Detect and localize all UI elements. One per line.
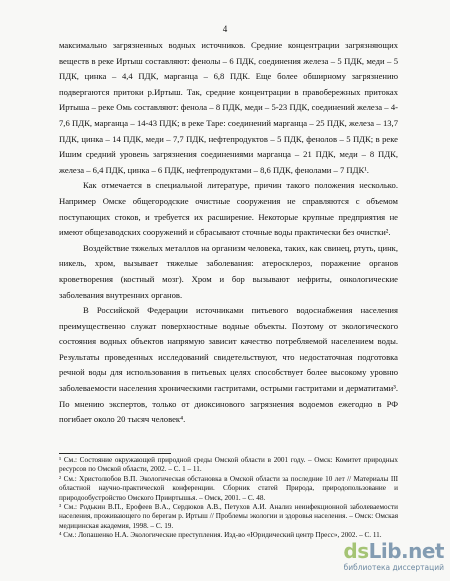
paragraph: Как отмечается в специальной литературе, причин такого положения несколько. Например Омске общегородские очистные сооружения не справляются с объемом поступающих стоков, и требуется их расширение. Некоторые крупные предприятия не имеют общезаводских сооружений и сбрасывают сточные воды практически без очистки². [59, 180, 398, 238]
paragraph: максимально загрязненных водных источников. Средние концентрации загрязняющих веществ в реке Иртыш составляют: фенолы – 6 ПДК, соединения железа – 5 ПДК, меди – 5 ПДК, цинка – 4,4 ПДК, марганца – 6,8 ПДК. Еще более обширному загрязнению подвергаются притоки р.Иртыш. Так, средние концентрации в правобережных притоках Иртыша – реке Омь составляют: фенола – 8 ПДК, меди – 5-23 ПДК, соединений железа – 4-7,6 ПДК, марганца – 14-43 ПДК; в реке Таре: соединений марганца – 25 ПДК, железа – 13,7 ПДК, цинка – 14 ПДК, меди – 7,7 ПДК, нефтепродуктов – 5 ПДК, фенолов – 5 ПДК; в реке Ишим средний уровень загрязнения соединениями марганца – 21 ПДК, меди – 8 ПДК, железа – 6,4 ПДК, цинка – 6 ПДК, нефтепродуктами – 8,6 ПДК, фенолами – 7 ПДК¹. [59, 40, 398, 175]
paragraph: В Российской Федерации источниками питьевого водоснабжения населения преимущественно служат поверхностные водные объекты. Поэтому от экологического состояния водных объектов напрямую зависит качество потребляемой населением воды. Результаты проведенных исследований свидетельствуют, что недостаточная подготовка речной воды для использования в питьевых целях способствует более высокому уровню заболеваемости населения хроническими гастритами, острыми гастритами и дерматитами³. По мнению экспертов, только от диоксинового загрязнения водоемов ежегодно в РФ погибает около 20 тысяч человек⁴. [59, 305, 398, 425]
footnote: ² См.: Христолюбов В.П. Экологическая обстановка в Омской области за последние 10 лет // Материалы III областной научно-практической конференции. Сборник статей Природа, природопользование и природообустройство Омского Прииртышья. – Омск, 2001. – С. 48. [59, 474, 398, 502]
footnote: ⁴ См.: Лопашенко Н.А. Экологические преступления. Изд-во «Юридический центр Пресс», 2002. – С. 11. [59, 531, 382, 540]
paragraph: Воздействие тяжелых металлов на организм человека, таких, как свинец, ртуть, цинк, никель, хром, вызывает тяжелые заболевания: атеросклероз, поражение органов кроветворения (костный мозг). Хром и бор вызывают нефриты, онкологические заболевания внутренних органов. [59, 242, 398, 300]
page-number: 4 [222, 24, 228, 34]
footnote-separator [59, 453, 171, 454]
footnotes [59, 456, 398, 541]
dslib-watermark [326, 539, 444, 575]
watermark-logo: dsLib.net [343, 539, 444, 563]
watermark-subtitle: библиотека диссертаций [343, 563, 444, 572]
footnote: ¹ См.: Состояние окружающей природной среды Омской области в 2001 году. – Омск: Комитет природных ресурсов по Омской области, 2002. – С. 1 – 11. [59, 456, 398, 474]
body-text [59, 38, 398, 428]
footnote: ³ См.: Родькин В.П., Ерофеев В.А., Сердюков А.В., Петухов А.И. Анализ неинфекционной заболеваемости населения, проживающего по берегам р. Иртыш // Проблемы экологии и здоровья населения. – Омск: Омская медицинская академия, 1998. – С. 19. [59, 503, 398, 530]
